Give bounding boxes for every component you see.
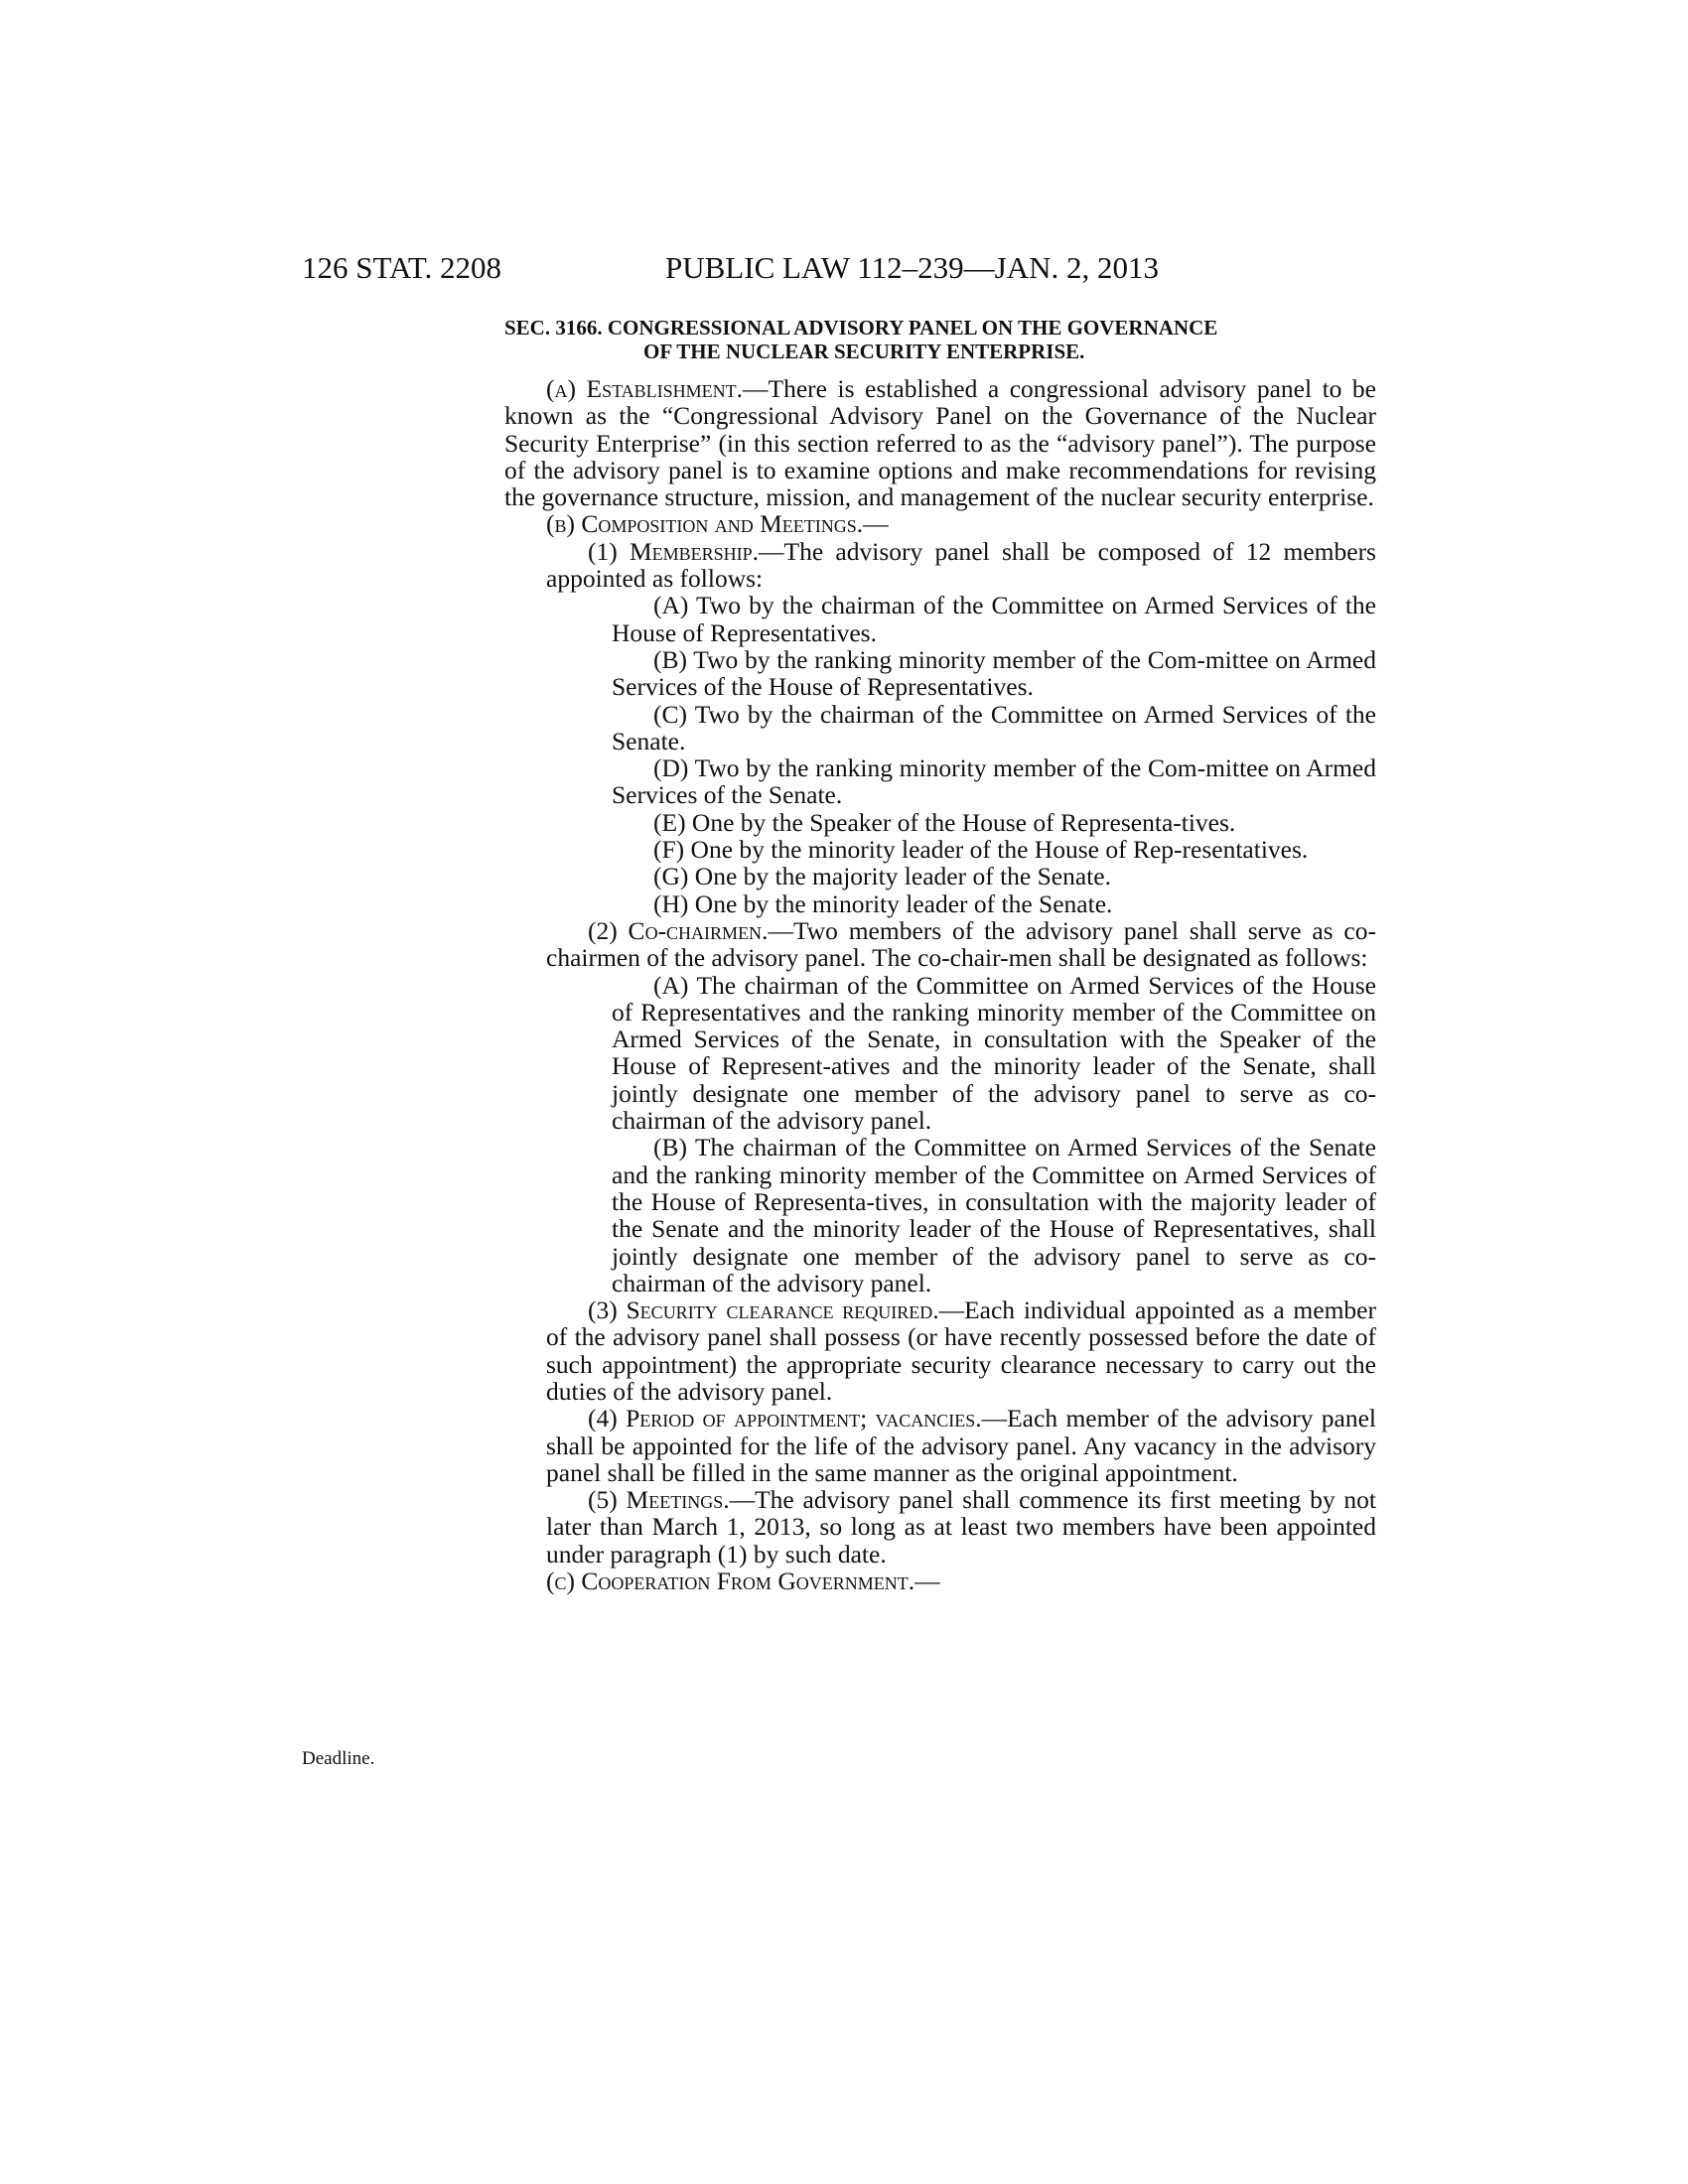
paragraph-b3-label: (3) Security clearance required. [588,1296,939,1325]
paragraph-b5-text: —The advisory panel shall commence its first meeting by not later than March 1, 2013, so long as at least two members have been appointed under paragraph (1) by such date. [546,1485,1376,1569]
statute-page-reference: 126 STAT. 2208 [302,250,502,285]
section-heading-line-1: SEC. 3166. CONGRESSIONAL ADVISORY PANEL ON THE GOVERNANCE [504,316,1218,340]
clause-b2B: (B) The chairman of the Committee on Armed Services of the Senate and the ranking minority member of the Committee on Armed Services of the House of Representa-tives, in consultation with the majority leader of the Senate and the minority leader of the House of Representatives, shall jointly designate one member of the advisory panel to serve as co-chairman of the advisory panel. [612,1133,1376,1297]
paragraph-b4-label: (4) Period of appointment; vacancies. [588,1404,982,1433]
subsection-a-label: (a) Establishment. [546,374,744,403]
margin-note-deadline: Deadline. [302,1748,375,1769]
paragraph-b3-text: —Each individual appointed as a member of the advisory panel shall possess (or have recently possessed before the date of such appointment) the appropriate security clearance necessary to carry out the duties of the advisory panel. [546,1296,1376,1406]
paragraph-b4 [504,1405,1376,1486]
section-heading [504,316,1376,363]
clause-b2A: (A) The chairman of the Committee on Armed Services of the House of Representatives and the ranking minority member of the Committee on Armed Services of the Senate, in consultation with the Speaker of the House of Represent-atives and the minority leader of the Senate, shall jointly designate one member of the advisory panel to serve as co-chairman of the advisory panel. [612,970,1376,1136]
subsection-b [504,510,1376,537]
paragraph-b2 [504,917,1376,972]
paragraph-b5 [504,1486,1376,1568]
clause-b1H: (H) One by the minority leader of the Senate. [653,888,1113,918]
clause-b1B: (B) Two by the ranking minority member of the Com-mittee on Armed Services of the House of Representatives. [612,644,1376,702]
paragraph-b1-text: —The advisory panel shall be composed of 12 members appointed as follows: [546,536,1376,594]
clause-b1F: (F) One by the minority leader of the House of Rep-resentatives. [653,835,1309,865]
clause-b1E: (E) One by the Speaker of the House of Representa-tives. [653,807,1236,837]
subsection-c-label: (c) Cooperation From Government. [546,1567,915,1596]
public-law-reference: PUBLIC LAW 112–239—JAN. 2, 2013 [665,250,1159,285]
clause-b1A: (A) Two by the chairman of the Committee on Armed Services of the House of Representatives. [612,591,1376,647]
subsection-a-text: —There is established a congressional advisory panel to be known as the “Congressional Advisory Panel on the Governance of the Nuclear Security Enterprise” (in this section referred to as the “advisory panel”). The purpose of the advisory panel is to examine options and make recommendations for revising the governance structure, mission, and management of the nuclear security enterprise. [504,374,1376,512]
subsection-c [504,1568,1376,1594]
subsection-b-label: (b) Composition and Meetings. [546,509,864,539]
paragraph-b2-text: —Two members of the advisory panel shall serve as co-chairmen of the advisory panel. The co-chair-men shall be designated as follows: [546,915,1376,973]
paragraph-b5-label: (5) Meetings. [588,1485,730,1515]
page-header [302,248,1374,288]
section-heading-line-2: OF THE NUCLEAR SECURITY ENTERPRISE. [643,340,1085,363]
section-body [504,375,1376,1594]
paragraph-b4-text: —Each member of the advisory panel shall be appointed for the life of the advisory panel. Any vacancy in the advisory panel shall be filled in the same manner as the original appointment. [546,1404,1376,1487]
paragraph-b1-label: (1) Membership. [588,536,760,566]
subsection-c-text: — [914,1567,940,1596]
clause-b1C: (C) Two by the chairman of the Committee on Armed Services of the Senate. [612,699,1376,755]
paragraph-b2-label: (2) Co-chairmen. [588,915,769,945]
clause-b1G: (G) One by the majority leader of the Senate. [653,862,1111,891]
clause-b1D: (D) Two by the ranking minority member of the Com-mittee on Armed Services of the Senate. [612,753,1376,810]
paragraph-b1 [504,538,1376,593]
subsection-b-text: — [863,509,889,539]
subsection-a [504,375,1376,510]
paragraph-b3 [504,1297,1376,1405]
